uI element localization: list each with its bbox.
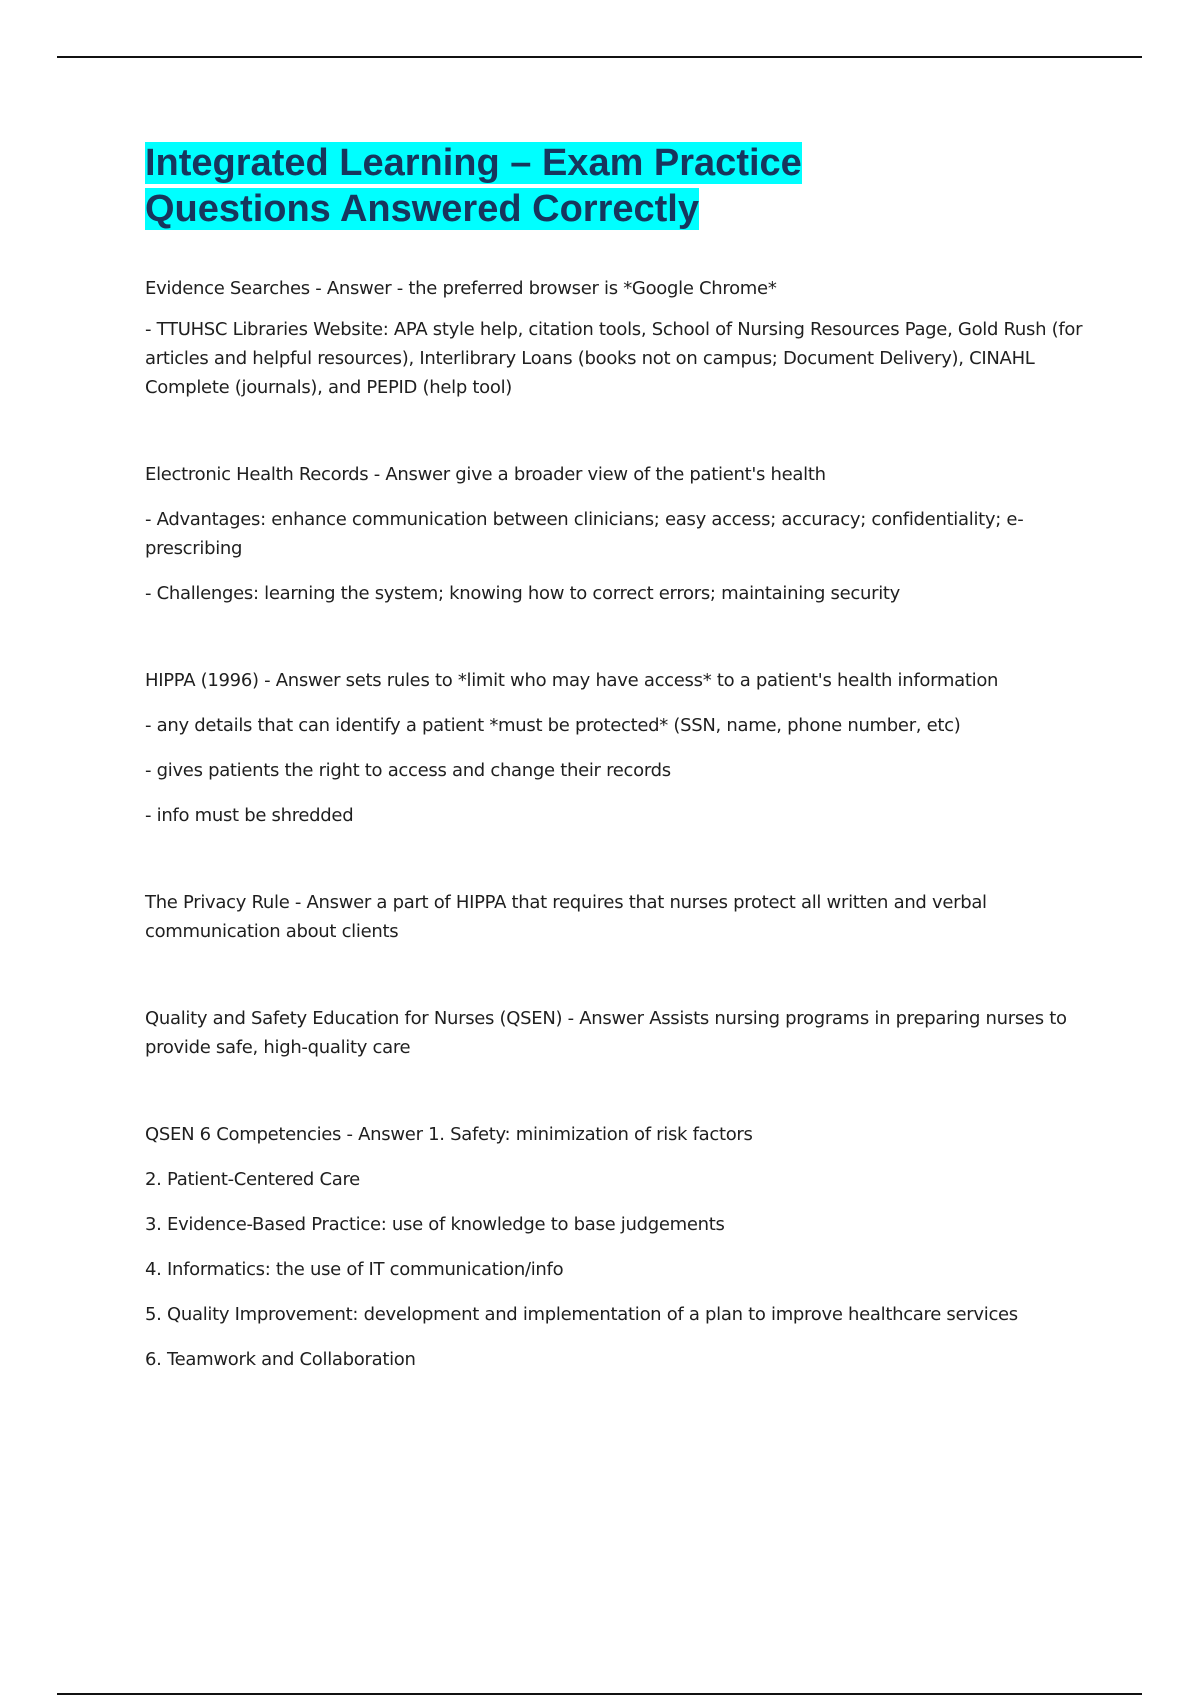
qa-section [145,274,1095,402]
question-answer-line: Quality and Safety Education for Nurses (QSEN) - Answer Assists nursing programs in preparing nurses to provide safe, high-quality care [145,1008,1067,1058]
title-line-2: Questions Answered Correctly [145,188,699,230]
detail-line: - gives patients the right to access and change their records [145,760,671,781]
qa-section [145,1120,1095,1374]
qa-section [145,1004,1095,1062]
question-answer-line: Evidence Searches - Answer - the preferred browser is *Google Chrome* [145,278,777,299]
detail-line: - any details that can identify a patient *must be protected* (SSN, name, phone number, etc) [145,715,961,736]
detail-line: 4. Informatics: the use of IT communication/info [145,1259,564,1280]
detail-line: 2. Patient-Centered Care [145,1169,360,1190]
detail-line: - Advantages: enhance communication between clinicians; easy access; accuracy; confidentiality; e-prescribing [145,509,1024,559]
qa-section [145,460,1095,608]
qa-section [145,666,1095,830]
question-answer-line: QSEN 6 Competencies - Answer 1. Safety: minimization of risk factors [145,1124,753,1145]
top-divider [57,56,1142,58]
detail-line: 6. Teamwork and Collaboration [145,1349,416,1370]
detail-line: - Challenges: learning the system; knowing how to correct errors; maintaining security [145,583,901,604]
qa-section [145,888,1095,946]
question-answer-line: Electronic Health Records - Answer give a broader view of the patient's health [145,464,826,485]
question-answer-line: HIPPA (1996) - Answer sets rules to *limit who may have access* to a patient's health information [145,670,999,691]
document-title [145,140,1095,232]
bottom-divider [57,1693,1142,1695]
detail-line: - info must be shredded [145,805,354,826]
detail-line: 5. Quality Improvement: development and implementation of a plan to improve healthcare services [145,1304,1018,1325]
qa-sections [145,274,1095,1374]
detail-line: - TTUHSC Libraries Website: APA style help, citation tools, School of Nursing Resources Page, Gold Rush (for articles and helpful resources), Interlibrary Loans (books not on campus; Document Delivery), CINAHL Complete (journals), and PEPID (help tool) [145,319,1083,398]
question-answer-line: The Privacy Rule - Answer a part of HIPPA that requires that nurses protect all written and verbal communication about clients [145,892,987,942]
detail-line: 3. Evidence-Based Practice: use of knowledge to base judgements [145,1214,725,1235]
document-body [145,140,1095,1432]
title-line-1: Integrated Learning – Exam Practice [145,142,802,184]
